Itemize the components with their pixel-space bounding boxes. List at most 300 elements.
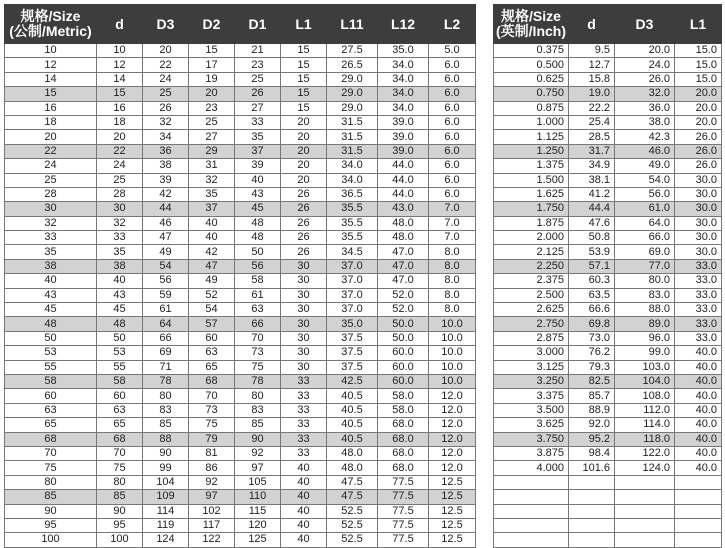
table-cell: 48 [235,216,281,230]
metric-l2-header: L2 [429,5,476,44]
table-cell: 58 [5,374,97,388]
table-cell: 33.0 [675,317,722,331]
table-cell: 20 [281,159,327,173]
empty-cell [615,533,675,547]
table-cell: 53 [97,346,143,360]
table-row [5,303,476,317]
table-row [494,317,722,331]
table-cell: 60.0 [378,374,429,388]
table-cell: 49 [189,274,235,288]
table-cell: 83 [143,403,189,417]
table-cell: 103.0 [615,360,675,374]
table-cell: 43 [235,187,281,201]
table-cell: 118.0 [615,432,675,446]
table-cell: 68 [189,374,235,388]
table-cell: 95.2 [569,432,615,446]
table-cell: 45 [97,303,143,317]
table-cell: 1.875 [494,216,569,230]
table-cell: 26 [281,187,327,201]
empty-row [494,518,722,532]
table-cell: 30.0 [675,187,722,201]
table-cell: 18 [5,115,97,129]
table-cell: 68.0 [378,461,429,475]
table-cell: 25 [189,115,235,129]
table-cell: 24 [5,159,97,173]
table-cell: 40.0 [675,418,722,432]
table-cell: 68.0 [378,432,429,446]
table-cell: 6.0 [429,115,476,129]
table-cell: 28 [5,187,97,201]
table-cell: 73 [189,403,235,417]
table-cell: 63 [5,403,97,417]
table-cell: 66.0 [615,231,675,245]
table-cell: 38 [143,159,189,173]
table-cell: 20 [281,144,327,158]
table-cell: 55 [97,360,143,374]
table-cell: 115 [235,504,281,518]
table-cell: 3.750 [494,432,569,446]
table-cell: 69 [143,346,189,360]
table-cell: 20.0 [675,115,722,129]
table-cell: 31.5 [327,115,378,129]
table-cell: 63 [189,346,235,360]
table-row [5,144,476,158]
table-cell: 90 [5,504,97,518]
table-cell: 39 [235,159,281,173]
table-cell: 6.0 [429,144,476,158]
table-cell: 8.0 [429,259,476,273]
table-row [5,288,476,302]
table-cell: 122.0 [615,446,675,460]
table-cell: 52 [189,288,235,302]
table-cell: 37.5 [327,331,378,345]
table-cell: 12.5 [429,518,476,532]
table-cell: 15 [5,87,97,101]
table-cell: 36 [143,144,189,158]
table-cell: 52.0 [378,288,429,302]
table-cell: 40 [189,216,235,230]
table-cell: 34.0 [378,72,429,86]
table-cell: 75 [5,461,97,475]
table-cell: 15 [97,87,143,101]
table-cell: 52.5 [327,518,378,532]
table-cell: 79 [189,432,235,446]
table-cell: 39.0 [378,144,429,158]
table-cell: 12.0 [429,446,476,460]
empty-cell [675,504,722,518]
table-cell: 77.5 [378,475,429,489]
table-cell: 15.0 [675,44,722,58]
table-cell: 52.5 [327,533,378,547]
table-cell: 40.0 [675,403,722,417]
table-cell: 35.0 [378,44,429,58]
table-cell: 33.0 [675,259,722,273]
table-cell: 68 [5,432,97,446]
table-cell: 32 [189,173,235,187]
table-cell: 89.0 [615,317,675,331]
table-cell: 31 [189,159,235,173]
table-cell: 52.5 [327,504,378,518]
table-cell: 60 [189,331,235,345]
table-row [5,475,476,489]
table-cell: 44.0 [378,187,429,201]
table-cell: 26.0 [675,144,722,158]
table-cell: 12.0 [429,432,476,446]
table-cell: 100 [97,533,143,547]
table-row [5,346,476,360]
table-cell: 56 [235,259,281,273]
table-cell: 25 [143,87,189,101]
table-cell: 35.0 [327,317,378,331]
table-cell: 25 [235,72,281,86]
table-cell: 68.0 [378,418,429,432]
table-cell: 31.5 [327,144,378,158]
table-cell: 15 [281,87,327,101]
table-cell: 32.0 [615,87,675,101]
table-cell: 47.5 [327,490,378,504]
table-row [494,202,722,216]
table-cell: 33.0 [675,303,722,317]
table-cell: 42 [143,187,189,201]
table-row [494,187,722,201]
metric-d1-header: D1 [235,5,281,44]
table-cell: 24.0 [615,58,675,72]
empty-cell [569,533,615,547]
table-row [5,533,476,547]
table-cell: 78 [235,374,281,388]
table-cell: 61 [143,303,189,317]
table-cell: 49.0 [615,159,675,173]
table-cell: 31.5 [327,130,378,144]
table-cell: 61.0 [615,202,675,216]
table-cell: 2.375 [494,274,569,288]
empty-cell [494,475,569,489]
table-cell: 63 [235,303,281,317]
table-cell: 12.0 [429,418,476,432]
table-cell: 20 [281,115,327,129]
table-row [5,115,476,129]
table-cell: 40 [281,461,327,475]
table-cell: 43 [5,288,97,302]
table-cell: 15 [281,44,327,58]
table-cell: 47.0 [378,245,429,259]
table-cell: 40.5 [327,432,378,446]
metric-d-header: d [97,5,143,44]
imperial-size-header: 规格/Size (英制/Inch) [494,5,569,44]
table-row [5,374,476,388]
table-row [494,303,722,317]
table-cell: 3.625 [494,418,569,432]
table-cell: 55 [5,360,97,374]
table-cell: 30 [5,202,97,216]
table-row [5,389,476,403]
table-cell: 22 [143,58,189,72]
table-cell: 36.0 [615,101,675,115]
table-row [494,101,722,115]
table-row [5,216,476,230]
table-cell: 30 [281,317,327,331]
table-cell: 73.0 [569,331,615,345]
metric-l12-header: L12 [378,5,429,44]
table-cell: 6.0 [429,72,476,86]
table-cell: 40 [281,490,327,504]
table-cell: 120 [235,518,281,532]
table-cell: 42.5 [327,374,378,388]
table-cell: 47 [143,231,189,245]
table-cell: 70 [5,446,97,460]
table-cell: 48.0 [327,461,378,475]
table-cell: 43 [97,288,143,302]
table-cell: 33 [281,432,327,446]
table-cell: 110 [235,490,281,504]
table-cell: 7.0 [429,202,476,216]
table-cell: 112.0 [615,403,675,417]
empty-cell [494,490,569,504]
table-row [494,446,722,460]
table-cell: 15 [281,58,327,72]
table-cell: 15 [189,44,235,58]
table-cell: 68.0 [378,446,429,460]
table-cell: 10.0 [429,374,476,388]
table-row [494,44,722,58]
table-cell: 33 [281,446,327,460]
table-cell: 3.250 [494,374,569,388]
table-cell: 18 [97,115,143,129]
table-row [5,259,476,273]
empty-cell [675,475,722,489]
table-cell: 77.5 [378,490,429,504]
table-cell: 20 [189,87,235,101]
table-row [5,360,476,374]
table-cell: 60 [5,389,97,403]
table-row [494,389,722,403]
table-cell: 85 [5,490,97,504]
table-cell: 80.0 [615,274,675,288]
table-cell: 37.0 [327,288,378,302]
table-cell: 114.0 [615,418,675,432]
table-cell: 23 [235,58,281,72]
table-cell: 33 [5,231,97,245]
table-cell: 35.5 [327,202,378,216]
table-cell: 12.7 [569,58,615,72]
table-cell: 12.5 [429,504,476,518]
table-cell: 2.000 [494,231,569,245]
empty-cell [615,490,675,504]
table-cell: 69.0 [615,245,675,259]
table-cell: 12.0 [429,403,476,417]
table-cell: 60 [97,389,143,403]
table-cell: 83 [235,403,281,417]
table-cell: 40 [189,231,235,245]
table-cell: 46.0 [615,144,675,158]
table-cell: 15 [281,72,327,86]
metric-d3-header: D3 [143,5,189,44]
table-cell: 30 [97,202,143,216]
table-cell: 63 [97,403,143,417]
table-cell: 75 [235,360,281,374]
table-cell: 42.3 [615,130,675,144]
table-cell: 24 [97,159,143,173]
empty-cell [494,533,569,547]
table-cell: 80 [143,389,189,403]
table-cell: 57.1 [569,259,615,273]
table-cell: 26 [281,231,327,245]
table-row [494,115,722,129]
table-row [5,159,476,173]
table-row [494,245,722,259]
table-cell: 65 [189,360,235,374]
table-cell: 64 [143,317,189,331]
table-cell: 20.0 [675,101,722,115]
table-cell: 80 [97,475,143,489]
table-cell: 33 [281,389,327,403]
table-cell: 40.5 [327,403,378,417]
table-cell: 12.5 [429,475,476,489]
table-cell: 35.5 [327,231,378,245]
table-cell: 40 [235,173,281,187]
table-cell: 44.4 [569,202,615,216]
table-cell: 30.0 [675,202,722,216]
table-row [5,187,476,201]
table-cell: 12 [5,58,97,72]
table-cell: 77.5 [378,533,429,547]
table-cell: 64.0 [615,216,675,230]
table-cell: 35 [5,245,97,259]
table-cell: 0.875 [494,101,569,115]
table-cell: 2.500 [494,288,569,302]
table-cell: 47.0 [378,259,429,273]
table-cell: 73 [235,346,281,360]
table-cell: 95 [5,518,97,532]
table-cell: 40 [281,475,327,489]
table-cell: 34.0 [378,101,429,115]
table-row [494,274,722,288]
table-cell: 10.0 [429,360,476,374]
table-cell: 97 [235,461,281,475]
table-cell: 28.5 [569,130,615,144]
table-cell: 26 [235,87,281,101]
table-cell: 9.5 [569,44,615,58]
table-cell: 0.625 [494,72,569,86]
table-cell: 33 [97,231,143,245]
table-cell: 15.0 [675,58,722,72]
table-cell: 34.5 [327,245,378,259]
table-cell: 34.0 [378,87,429,101]
table-cell: 47.6 [569,216,615,230]
table-cell: 33 [281,374,327,388]
table-row [5,418,476,432]
table-row [5,44,476,58]
table-cell: 22 [5,144,97,158]
table-cell: 60.3 [569,274,615,288]
table-cell: 3.375 [494,389,569,403]
table-cell: 70 [189,389,235,403]
empty-cell [675,490,722,504]
imperial-l1-header: L1 [675,5,722,44]
table-cell: 22 [97,144,143,158]
table-cell: 65 [97,418,143,432]
table-cell: 1.625 [494,187,569,201]
table-cell: 8.0 [429,303,476,317]
table-cell: 33 [235,115,281,129]
table-cell: 90 [235,432,281,446]
table-cell: 29.0 [327,101,378,115]
table-cell: 1.250 [494,144,569,158]
table-row [5,274,476,288]
table-cell: 56.0 [615,187,675,201]
table-cell: 61 [235,288,281,302]
empty-cell [675,533,722,547]
table-cell: 1.000 [494,115,569,129]
table-row [494,231,722,245]
table-cell: 37.5 [327,360,378,374]
table-cell: 31.7 [569,144,615,158]
table-cell: 20.0 [675,87,722,101]
table-cell: 45 [5,303,97,317]
table-cell: 39 [143,173,189,187]
table-cell: 2.625 [494,303,569,317]
table-cell: 81 [189,446,235,460]
table-cell: 29.0 [327,87,378,101]
table-cell: 66 [143,331,189,345]
table-cell: 125 [235,533,281,547]
table-cell: 50.8 [569,231,615,245]
table-cell: 27 [235,101,281,115]
table-cell: 35.5 [327,216,378,230]
imperial-d3-header: D3 [615,5,675,44]
table-cell: 37.0 [327,303,378,317]
table-cell: 85 [235,418,281,432]
table-cell: 10 [5,44,97,58]
table-cell: 90 [97,504,143,518]
table-cell: 10.0 [429,331,476,345]
table-cell: 0.375 [494,44,569,58]
metric-header-row [5,5,476,44]
table-cell: 32 [143,115,189,129]
table-cell: 88.0 [615,303,675,317]
table-cell: 10 [97,44,143,58]
table-cell: 1.500 [494,173,569,187]
table-cell: 58.0 [378,389,429,403]
table-row [494,360,722,374]
table-cell: 37 [189,202,235,216]
table-cell: 26 [281,202,327,216]
table-cell: 76.2 [569,346,615,360]
table-cell: 66.6 [569,303,615,317]
table-row [5,72,476,86]
table-row [494,159,722,173]
empty-cell [615,475,675,489]
table-cell: 98.4 [569,446,615,460]
table-cell: 17 [189,58,235,72]
table-cell: 20 [281,173,327,187]
table-cell: 33.0 [675,288,722,302]
table-cell: 3.500 [494,403,569,417]
table-cell: 3.125 [494,360,569,374]
table-cell: 12.5 [429,490,476,504]
table-cell: 26.0 [675,159,722,173]
table-row [494,288,722,302]
table-cell: 30 [281,360,327,374]
table-cell: 29.0 [327,72,378,86]
empty-cell [494,504,569,518]
table-row [494,418,722,432]
metric-size-header: 规格/Size (公制/Metric) [5,5,97,44]
table-cell: 3.000 [494,346,569,360]
table-cell: 2.125 [494,245,569,259]
imperial-size-table [493,4,722,548]
empty-row [494,475,722,489]
